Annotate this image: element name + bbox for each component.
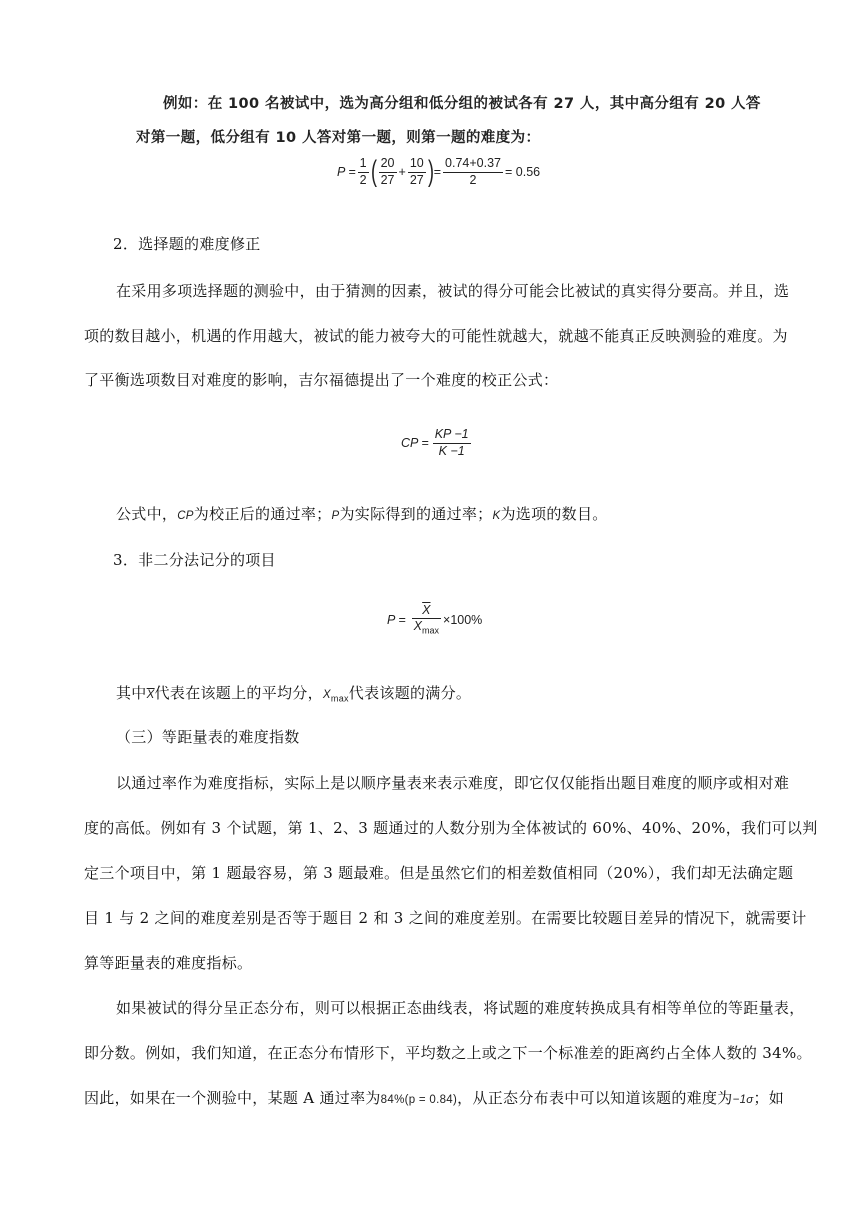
example-line-2: 对第一题，低分组有 10 人答对第一题，则第一题的难度为： bbox=[136, 130, 541, 146]
pass-rate-expr: 84%(p = 0.84) bbox=[380, 1094, 458, 1106]
xbar-symbol: $\overline{X}$ bbox=[146, 689, 155, 701]
explain-pre: 公式中， bbox=[116, 505, 178, 523]
cp-lhs: CP = bbox=[401, 436, 429, 450]
high-den: 27 bbox=[380, 172, 395, 187]
xmax-main: X bbox=[413, 619, 422, 634]
high-group-fraction bbox=[379, 157, 397, 186]
half-num: 1 bbox=[358, 157, 369, 172]
k-symbol: K bbox=[492, 510, 501, 522]
section-3-explain bbox=[116, 682, 471, 703]
low-num: 10 bbox=[408, 157, 426, 172]
plus-sign: + bbox=[398, 165, 406, 179]
section-2-explain bbox=[116, 503, 608, 524]
section-iii-para1-line-4: 目 1 与 2 之间的难度差别是否等于题目 2 和 3 之间的难度差别。在需要比较题目差异的情况下，就需要计 bbox=[84, 909, 807, 927]
formula-result: = 0.56 bbox=[505, 165, 541, 179]
section-iii-heading: （三）等距量表的难度指数 bbox=[116, 728, 300, 746]
explain-t3: 为选项的数目。 bbox=[500, 505, 608, 523]
half-den: 2 bbox=[359, 172, 367, 187]
difficulty-formula bbox=[337, 152, 540, 192]
xmax-symbol-sub: max bbox=[330, 693, 349, 704]
p2l3-pre: 因此，如果在一个测验中，某题 A 通过率为 bbox=[84, 1089, 381, 1107]
sum-num: 0.74+0.37 bbox=[443, 157, 503, 172]
half-fraction bbox=[358, 157, 369, 186]
section-iii-para2-line-2: 即分数。例如，我们知道，在正态分布情形下，平均数之上或之下一个标准差的距离约占全体人数的 34%。 bbox=[84, 1044, 812, 1062]
explain3-pre: 其中 bbox=[116, 684, 147, 702]
formula-lhs: P = bbox=[337, 165, 356, 179]
low-group-fraction bbox=[408, 157, 426, 186]
correction-fraction bbox=[433, 428, 471, 457]
section-iii-para1-line-2: 度的高低。例如有 3 个试题，第 1、2、3 题通过的人数分别为全体被试的 60%、40%、20%，我们可以判 bbox=[84, 819, 818, 837]
p2l3-end: ；如 bbox=[753, 1089, 785, 1107]
sum-fraction bbox=[443, 157, 503, 186]
explain3-t2: 代表该题的满分。 bbox=[348, 684, 472, 702]
section-iii-para2-line-3 bbox=[84, 1087, 784, 1108]
p2l3-mid: ，从正态分布表中可以知道该题的难度为 bbox=[457, 1089, 733, 1107]
left-paren: ( bbox=[370, 155, 377, 188]
percent-tail: ×100% bbox=[443, 613, 483, 627]
low-den: 27 bbox=[409, 172, 424, 187]
section-2-para-line-3: 了平衡选项数目对难度的影响，吉尔福德提出了一个难度的校正公式： bbox=[84, 371, 559, 389]
explain-t2: 为实际得到的通过率； bbox=[339, 505, 493, 523]
sigma-expr: −1σ bbox=[732, 1094, 754, 1106]
correction-num: KP −1 bbox=[433, 428, 471, 443]
xmax-x: X bbox=[322, 689, 331, 701]
correction-den: K −1 bbox=[438, 443, 465, 458]
mean-fraction bbox=[412, 604, 441, 636]
explain3-t1: 代表在该题上的平均分， bbox=[154, 684, 323, 702]
section-iii-para1-line-1: 以通过率作为难度指标，实际上是以顺序量表来表示难度，即它仅仅能指出题目难度的顺序或相对难 bbox=[116, 774, 790, 792]
p-symbol: P bbox=[331, 510, 340, 522]
section-2-para-line-1: 在采用多项选择题的测验中，由于猜测的因素，被试的得分可能会比被试的真实得分要高。并且，选 bbox=[116, 282, 790, 300]
correction-formula bbox=[401, 424, 473, 462]
xmax-sub: max bbox=[422, 625, 440, 636]
section-iii-para2-line-1: 如果被试的得分呈正态分布，则可以根据正态曲线表，将试题的难度转换成具有相等单位的等距量表， bbox=[116, 999, 805, 1017]
mean-den bbox=[412, 619, 441, 636]
mean-score-formula bbox=[387, 600, 482, 640]
section-2-heading: 2．选择题的难度修正 bbox=[113, 235, 261, 253]
right-paren: ) bbox=[427, 155, 434, 188]
section-2-para-line-2: 项的数目越小，机遇的作用越大，被试的能力被夸大的可能性就越大，就越不能真正反映测验的难度。为 bbox=[84, 327, 788, 345]
mean-num: $\overline{X}$ bbox=[412, 604, 440, 619]
p-lhs: P = bbox=[387, 613, 406, 627]
xmax-symbol bbox=[322, 689, 349, 704]
cp-symbol: CP bbox=[177, 510, 194, 522]
sum-den: 2 bbox=[469, 172, 477, 187]
section-3-heading: 3．非二分法记分的项目 bbox=[113, 551, 276, 569]
section-iii-para1-line-3: 定三个项目中，第 1 题最容易，第 3 题最难。但是虽然它们的相差数值相同（20%），我们却无法确定题 bbox=[84, 864, 794, 882]
explain-t1: 为校正后的通过率； bbox=[193, 505, 332, 523]
example-line-1: 例如：在 100 名被试中，选为高分组和低分组的被试各有 27 人，其中高分组有 20 人答 bbox=[163, 96, 761, 112]
high-num: 20 bbox=[379, 157, 397, 172]
section-iii-para1-line-5: 算等距量表的难度指标。 bbox=[84, 954, 253, 972]
equals-sign: = bbox=[433, 165, 442, 179]
